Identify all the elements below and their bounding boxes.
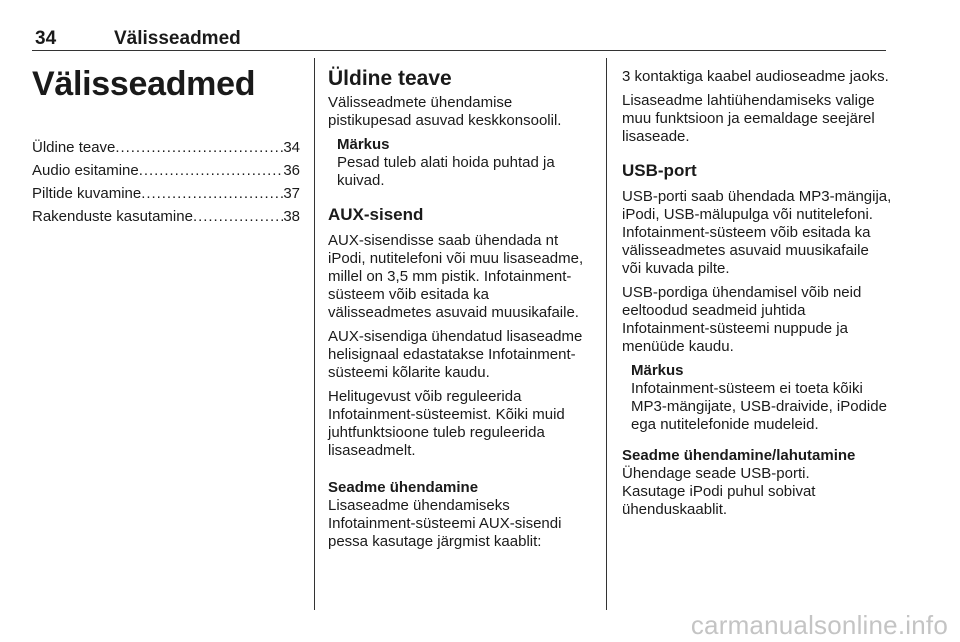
minor-heading: Seadme ühendamine <box>328 479 479 496</box>
note-title: Märkus <box>631 362 684 379</box>
paragraph: USB-pordiga ühendamisel võib neid eeltoodud seadmeid juhtida Infotainment-süsteemi nuppude ja menüüde kaudu. <box>622 284 862 355</box>
column-divider <box>606 58 607 610</box>
paragraph: Helitugevust võib reguleerida Infotainment-süsteemist. Kõiki muid juhtfunktsioone tuleb reguleerida lisaseadmelt. <box>328 388 565 459</box>
page-header <box>32 28 886 51</box>
toc-label: Piltide kuvamine <box>32 185 142 202</box>
toc-entry[interactable] <box>32 182 300 205</box>
note-text: Pesad tuleb alati hoida puhtad ja kuivad. <box>337 154 555 189</box>
note-box <box>622 362 892 434</box>
subsection-heading: USB-port <box>622 161 697 180</box>
paragraph: USB-porti saab ühendada MP3-mängija, iPodi, USB-mälupulga või nutitelefoni. Infotainment-süsteem võib esitada ka välisseadmetes asuvaid muusikafaile või kuvada pilte. <box>622 188 892 277</box>
running-title: Välisseadmed <box>114 28 241 49</box>
column-divider <box>314 58 315 610</box>
toc-label: Audio esitamine <box>32 162 139 179</box>
toc-entry[interactable] <box>32 159 300 182</box>
toc-entry[interactable] <box>32 136 300 159</box>
paragraph: Lisaseadme ühendamiseks Infotainment-süsteemi AUX-sisendi pessa kasutage järgmist kaablit: <box>328 497 562 550</box>
paragraph: Lisaseadme lahtiühendamiseks valige muu funktsioon ja eemaldage seejärel lisaseade. <box>622 92 875 145</box>
paragraph: 3 kontaktiga kaabel audioseadme jaoks. <box>622 68 889 85</box>
watermark: carmanualsonline.info <box>690 610 948 640</box>
toc-entry[interactable] <box>32 205 300 228</box>
toc-page: 37 <box>283 185 300 202</box>
paragraph: Kasutage iPodi puhul sobivat ühenduskaablit. <box>622 483 816 518</box>
note-text: Infotainment-süsteem ei toeta kõiki MP3-mängijate, USB-draivide, iPodide ega nutitelefonide mudeleid. <box>631 380 887 433</box>
note-title: Märkus <box>337 136 390 153</box>
toc-leader <box>141 182 283 205</box>
paragraph: AUX-sisendiga ühendatud lisaseadme helisignaal edastatakse Infotainment-süsteemi kõlarite kaudu. <box>328 328 583 381</box>
toc-leader <box>193 205 283 228</box>
toc-page: 38 <box>283 208 300 225</box>
paragraph: AUX-sisendisse saab ühendada nt iPodi, nutitelefoni või muu lisaseadme, millel on 3,5 mm pistik. Infotainment-süsteem võib esitada ka välisseadmetes asuvaid muusikafaile. <box>328 232 584 321</box>
column-middle <box>328 58 592 557</box>
paragraph: Ühendage seade USB-porti. <box>622 465 810 482</box>
table-of-contents <box>32 136 300 228</box>
note-box <box>328 136 592 190</box>
toc-page: 34 <box>283 139 300 156</box>
toc-page: 36 <box>283 162 300 179</box>
chapter-title: Välisseadmed <box>32 65 256 103</box>
minor-heading: Seadme ühendamine/lahutamine <box>622 447 856 464</box>
column-right <box>622 58 892 525</box>
toc-leader <box>115 136 283 159</box>
toc-leader <box>139 159 284 182</box>
toc-label: Üldine teave <box>32 139 116 156</box>
subsection-heading: AUX-sisend <box>328 205 424 224</box>
page-number: 34 <box>35 28 57 49</box>
column-left <box>32 58 300 228</box>
toc-label: Rakenduste kasutamine <box>32 208 193 225</box>
section-heading: Üldine teave <box>328 67 452 90</box>
paragraph: Välisseadmete ühendamise pistikupesad asuvad keskkonsoolil. <box>328 94 562 129</box>
